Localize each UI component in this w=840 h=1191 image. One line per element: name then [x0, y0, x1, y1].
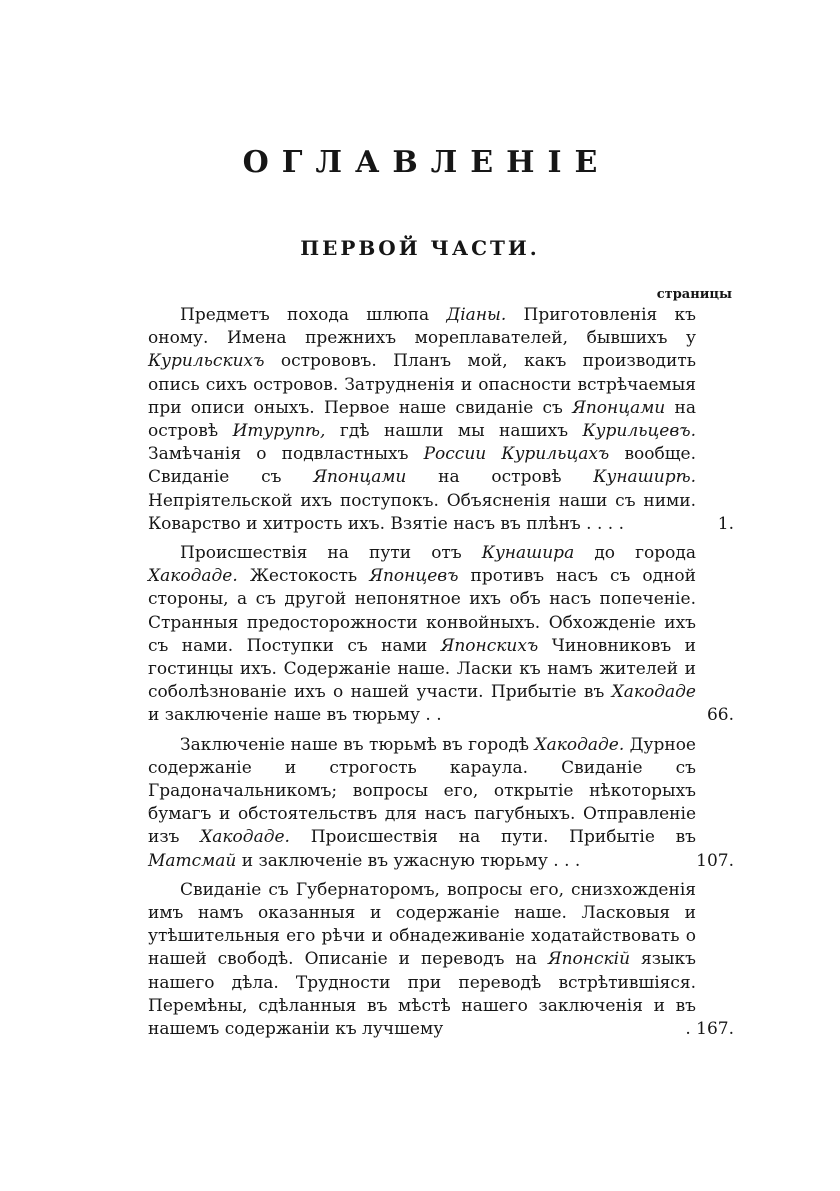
toc-entry-page-number: . 167.: [685, 1019, 734, 1040]
toc-entry-page-number: 66.: [706, 705, 734, 726]
pages-column-label: страницы: [656, 287, 732, 302]
text-segment: Происшествія на пути отъ: [180, 543, 482, 564]
text-segment: Свиданіе съ Губернаторомъ, вопросы его, снизхожденія имъ намъ оказанныя и содержаніе наше. Ласковыя и утѣшительныя его рѣчи и обнадеживаніе ходатайствовать о нашей свободѣ. Описаніе и переводъ на: [148, 879, 696, 970]
text-segment: противъ насъ съ одной стороны, а съ другой непонятное ихъ объ насъ попеченіе. Странныя предосторожности конвойныхъ. Обхожденіе ихъ съ нами. Поступки съ нами: [148, 566, 696, 656]
italic-text-segment: России Курильцахъ: [423, 444, 610, 465]
toc-entry-text: [148, 879, 696, 1041]
toc-entry-text: [148, 542, 696, 728]
page-title: ОГЛАВЛЕНІЕ: [242, 145, 611, 180]
part-subtitle: ПЕРВОЙ ЧАСТИ.: [300, 236, 540, 260]
italic-text-segment: Японцевъ: [369, 566, 459, 587]
toc-entry-1: [148, 304, 736, 536]
text-segment: Предметъ похода шлюпа: [180, 305, 447, 325]
italic-text-segment: Японцами: [572, 397, 666, 418]
text-segment: Заключеніе наше въ тюрьмѣ въ городѣ: [180, 734, 535, 755]
text-segment: вообще. Свиданіе съ: [148, 444, 696, 488]
text-segment: Дурное содержаніе и строгость караула. Свиданіе съ Градоначальникомъ; вопросы его, открытіе нѣкоторыхъ бумагъ и обстоятельствъ для насъ пагубныхъ. Отправленіе изъ: [148, 734, 696, 848]
text-segment: и заключеніе наше въ тюрьму . .: [148, 705, 442, 726]
text-segment: и заключеніе въ ужасную тюрьму . . .: [236, 850, 581, 871]
toc-entry-text: [148, 734, 696, 873]
text-segment: острововъ. Планъ мой, какъ производить опись сихъ островов. Затрудненія и опасности встрѣчаемыя при описи оныхъ. Первое наше свиданіе съ: [148, 351, 696, 418]
toc-entry-4: [148, 879, 736, 1041]
text-segment: гдѣ нашли мы нашихъ: [325, 421, 583, 442]
toc-entry-page-number: 1.: [717, 513, 734, 534]
italic-text-segment: Курильцевъ.: [582, 421, 696, 442]
italic-text-segment: Итурупѣ,: [232, 421, 326, 442]
toc-entry-3: [148, 734, 736, 873]
text-segment: Непріятельской ихъ поступокъ. Объясненія наши съ ними. Коварство и хитрость ихъ. Взятіе насъ въ плѣнъ . . . .: [148, 490, 696, 534]
text-segment: на островѣ: [148, 397, 696, 442]
toc-entry-2: [148, 542, 736, 728]
text-segment: до города: [574, 543, 696, 564]
italic-text-segment: Курильскихъ: [148, 351, 265, 372]
toc-entries: [148, 304, 736, 1047]
text-segment: языкъ нашего дѣла. Трудности при переводѣ встрѣтившіяся. Перемѣны, сдѣланныя въ мѣстѣ нашего заключенія и въ нашемъ содержаніи къ лучшему: [148, 949, 696, 1040]
italic-text-segment: Кунаширѣ.: [593, 467, 696, 488]
text-segment: Чиновниковъ и гостинцы ихъ. Содержаніе наше. Ласки къ намъ жителей и соболѣзнованіе ихъ о нашей участи. Прибытіе въ: [148, 635, 696, 703]
italic-text-segment: Кунашира: [481, 543, 575, 564]
text-segment: на островѣ: [406, 467, 594, 488]
text-segment: Приготовленія къ оному. Имена прежнихъ мореплавателей, бывшихъ у: [148, 305, 696, 349]
text-segment: Происшествія на пути. Прибытіе въ: [289, 827, 696, 848]
italic-text-segment: Діаны.: [446, 305, 507, 325]
italic-text-segment: Хакодаде.: [148, 566, 238, 587]
italic-text-segment: Японскихъ: [440, 635, 539, 656]
text-segment: Замѣчанія о подвластныхъ: [148, 444, 424, 465]
toc-entry-text: [148, 304, 696, 536]
text-segment: Жестокость: [237, 566, 370, 587]
italic-text-segment: Матсмай: [148, 850, 237, 871]
italic-text-segment: Хакодаде.: [200, 827, 290, 848]
italic-text-segment: Хакодаде.: [534, 734, 625, 755]
italic-text-segment: Хакодаде: [611, 682, 696, 703]
italic-text-segment: Японскій: [547, 949, 631, 970]
italic-text-segment: Японцами: [313, 467, 407, 488]
toc-entry-page-number: 107.: [696, 850, 734, 871]
